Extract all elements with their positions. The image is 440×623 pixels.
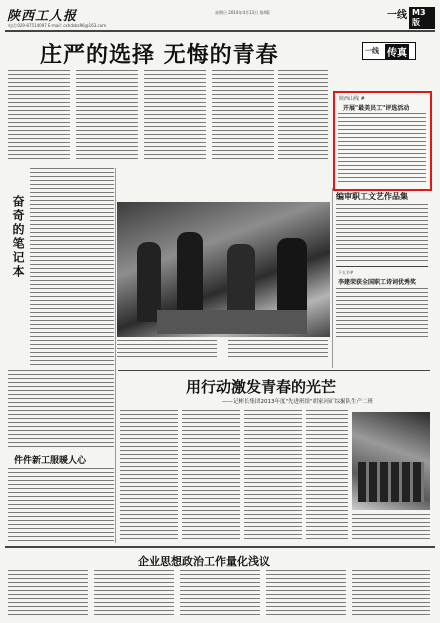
right-title-1: 编审职工文艺作品集	[336, 191, 408, 201]
body-column-3	[144, 70, 206, 160]
left-body-3	[8, 468, 114, 542]
right-body-2	[336, 288, 428, 338]
lower-subhead: ——记彬长集团2013年度"先进班组"胡家河矿综掘队生产二班	[222, 399, 374, 405]
body-column-2	[76, 70, 138, 160]
left-bottom-title: 件件新工服暖人心	[14, 456, 87, 466]
headline-tag	[362, 42, 416, 60]
left-body-1	[30, 168, 114, 368]
headline-tag-label: 一线	[365, 47, 379, 55]
photo-workbench	[157, 310, 307, 334]
right-title-2: 李建荣获全国职工诗词优秀奖	[338, 279, 417, 286]
issue-info: 星期日 2014年4月13日 第4版	[215, 10, 270, 15]
main-headline: 庄严的选择 无悔的青春	[40, 42, 279, 68]
column-separator	[332, 188, 333, 368]
right-body-1	[336, 204, 428, 264]
lower-body-3	[244, 410, 302, 542]
photo-caption-1	[117, 340, 217, 360]
page-badge: M3版	[409, 7, 435, 29]
headline-tag-sub: 传真	[385, 44, 409, 59]
photo-team-caption	[352, 514, 430, 542]
body-column-4	[212, 70, 274, 160]
bottom-body-3	[180, 570, 260, 618]
news-photo-workers	[117, 202, 330, 337]
news-photo-team	[352, 412, 430, 510]
body-column-5	[278, 70, 328, 160]
bottom-divider	[5, 546, 435, 548]
right-divider	[336, 266, 428, 267]
bottom-body-2	[94, 570, 174, 618]
masthead	[5, 4, 435, 30]
highlight-title: 开展"最美员工"评选活动	[343, 105, 410, 112]
lower-divider	[118, 370, 430, 371]
bottom-headline: 企业思想政治工作量化浅议	[138, 555, 270, 568]
left-body-2	[8, 370, 114, 450]
bottom-body-1	[8, 570, 88, 618]
lower-body-1	[120, 410, 178, 542]
column-separator	[115, 168, 116, 543]
highlight-kicker: 陕西山线 #	[339, 96, 365, 102]
bottom-body-5	[352, 570, 430, 618]
phone-line: 电话:029-87514097 E-mail: cxhdsbs96@163.com	[8, 23, 107, 28]
photo-caption-2	[228, 340, 328, 360]
bottom-body-4	[266, 570, 346, 618]
section-label: 一线	[387, 10, 407, 21]
left-vertical-title: 奋奇的笔记本	[11, 195, 25, 279]
lower-headline: 用行动激发青春的光芒	[186, 378, 337, 396]
photo-team-group	[358, 462, 424, 502]
highlight-box	[333, 91, 432, 191]
lower-body-2	[182, 410, 240, 542]
right-kicker-2: 下五节#	[338, 270, 354, 275]
highlight-body	[338, 113, 426, 185]
newspaper-logo: 陕西工人报	[7, 9, 78, 24]
lower-body-4	[306, 410, 348, 542]
masthead-divider	[5, 30, 435, 32]
body-column-1	[8, 70, 70, 160]
